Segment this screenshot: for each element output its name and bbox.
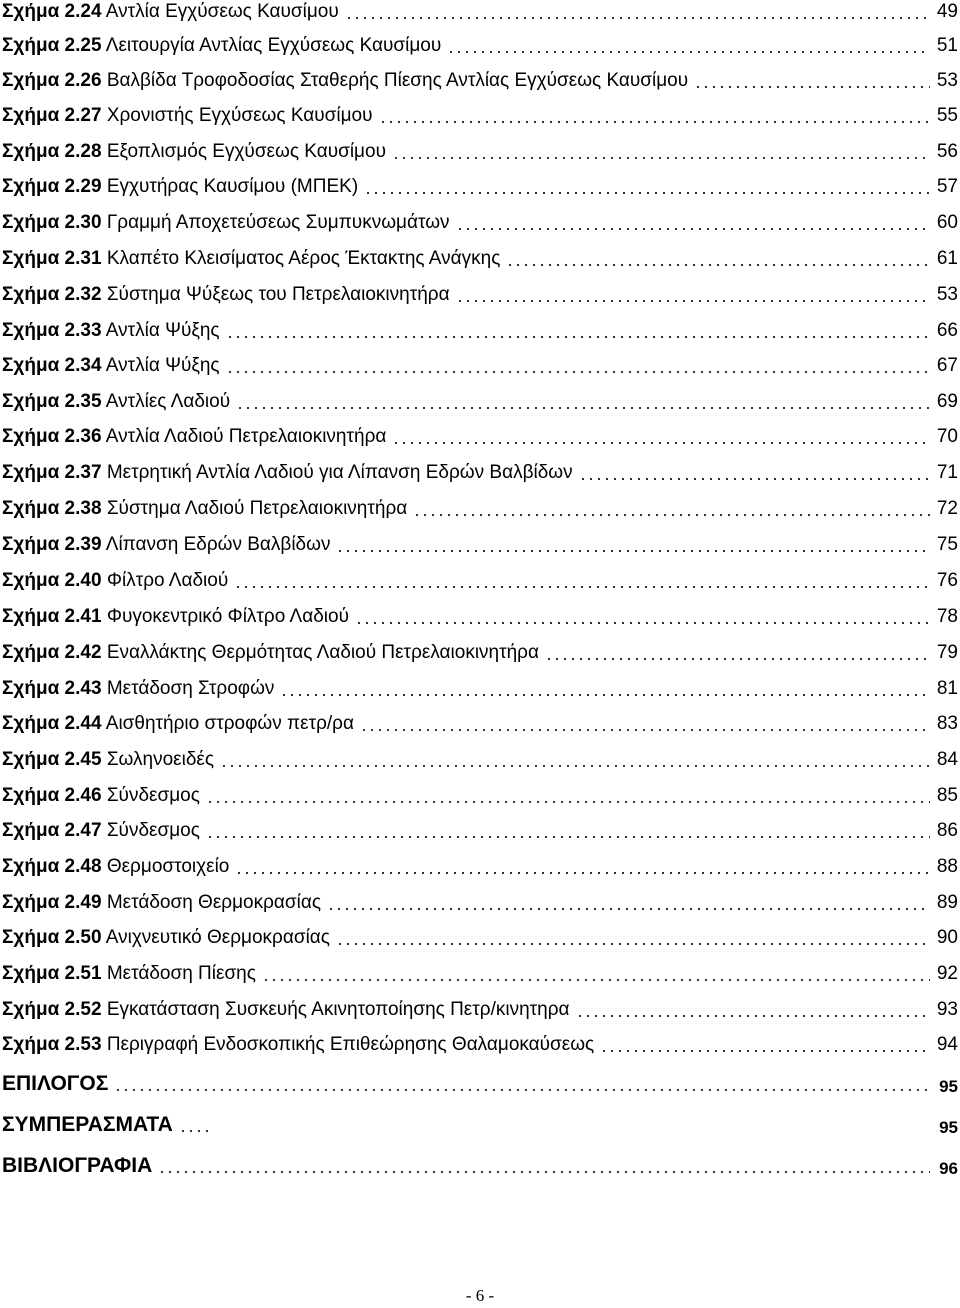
- figure-number: 2.45: [64, 749, 102, 770]
- dot-leader: [413, 514, 930, 516]
- figure-label: [2, 999, 576, 1021]
- figure-label: [2, 642, 545, 664]
- figure-prefix: Σχήμα: [2, 320, 60, 341]
- figure-title: Μετάδοση Θερμοκρασίας: [106, 892, 321, 913]
- figure-prefix: Σχήμα: [2, 462, 60, 483]
- figure-page: 61: [936, 248, 958, 269]
- figure-number: 2.25: [64, 35, 102, 56]
- section-entry: [2, 1069, 958, 1099]
- dot-leader: [206, 836, 930, 838]
- figure-label: [2, 785, 206, 807]
- figure-number: 2.33: [64, 320, 102, 341]
- figure-number: 2.29: [64, 176, 102, 197]
- figure-title: Αντλία Λαδιού Πετρελαιοκινητήρα: [105, 426, 387, 447]
- figure-entry: [2, 816, 958, 846]
- figure-title: Εξοπλισμός Εγχύσεως Καυσίμου: [106, 141, 386, 162]
- dot-leader: [280, 694, 930, 696]
- figure-label: [2, 105, 379, 127]
- dot-leader: [158, 1171, 930, 1173]
- figure-label: [2, 141, 392, 163]
- figure-page: 53: [936, 284, 958, 305]
- figure-page: 76: [936, 570, 958, 591]
- figure-entry: [2, 172, 958, 202]
- figure-title: Αντλία Ψύξης: [105, 355, 220, 376]
- figure-label: [2, 856, 235, 878]
- page-number-footer: - 6 -: [465, 1286, 495, 1305]
- figure-label: [2, 70, 694, 92]
- figure-prefix: Σχήμα: [2, 785, 60, 806]
- figure-prefix: Σχήμα: [2, 606, 60, 627]
- figure-page: 81: [936, 678, 958, 699]
- dot-leader: [220, 765, 930, 767]
- figure-entry: [2, 422, 958, 452]
- figure-number: 2.24: [64, 1, 102, 22]
- section-entry: [2, 1151, 958, 1181]
- figure-entry: [2, 280, 958, 310]
- figure-title: Χρονιστής Εγχύσεως Καυσίμου: [106, 105, 373, 126]
- figure-prefix: Σχήμα: [2, 212, 60, 233]
- figure-label: [2, 176, 364, 198]
- figure-page: 93: [936, 999, 958, 1020]
- figure-label: [2, 212, 456, 234]
- figure-number: 2.47: [64, 820, 102, 841]
- figure-label: [2, 713, 360, 735]
- dot-leader: [447, 51, 930, 53]
- figure-title: Αντλίες Λαδιού: [105, 391, 231, 412]
- figure-prefix: Σχήμα: [2, 105, 60, 126]
- figure-title: Εγχυτήρας Καυσίμου (ΜΠΕΚ): [106, 176, 359, 197]
- figure-number: 2.32: [64, 284, 102, 305]
- figure-page: 67: [936, 355, 958, 376]
- figure-prefix: Σχήμα: [2, 426, 60, 447]
- dot-leader: [379, 121, 931, 123]
- dot-leader: [226, 371, 930, 373]
- figure-entry: [2, 674, 958, 704]
- figure-label: [2, 678, 280, 700]
- figure-label: [2, 963, 262, 985]
- section-page: 96: [939, 1159, 958, 1178]
- figure-number: 2.26: [64, 70, 102, 91]
- figure-title: Φυγοκεντρικό Φίλτρο Λαδιού: [106, 606, 349, 627]
- figure-page: 72: [936, 498, 958, 519]
- dot-leader: [456, 228, 930, 230]
- figure-entry: [2, 494, 958, 524]
- figure-page: 92: [936, 963, 958, 984]
- figure-label: [2, 749, 220, 771]
- figure-title: Εναλλάκτης Θερμότητας Λαδιού Πετρελαιοκινητήρα: [106, 642, 539, 663]
- figure-entry: [2, 638, 958, 668]
- figure-number: 2.43: [64, 678, 102, 699]
- figure-entry: [2, 888, 958, 918]
- figure-page: 88: [936, 856, 958, 877]
- figure-prefix: Σχήμα: [2, 642, 60, 663]
- figure-entry: [2, 852, 958, 882]
- figure-title: Σύστημα Ψύξεως του Πετρελαιοκινητήρα: [106, 284, 450, 305]
- figure-title: Εγκατάσταση Συσκευής Ακινητοποίησης Πετρ/κινητηρα: [106, 999, 570, 1020]
- figure-title: Λίπανση Εδρών Βαλβίδων: [105, 534, 331, 555]
- dot-leader: [336, 943, 930, 945]
- figure-entry: [2, 781, 958, 811]
- figure-prefix: Σχήμα: [2, 141, 60, 162]
- dot-leader: [234, 586, 930, 588]
- figure-label: [2, 284, 456, 306]
- section-page: 95: [939, 1077, 958, 1096]
- dot-leader: [600, 1050, 930, 1052]
- figure-number: 2.49: [64, 892, 102, 913]
- figure-title: Αισθητήριο στροφών πετρ/ρα: [105, 713, 354, 734]
- figure-label: [2, 892, 327, 914]
- figure-number: 2.39: [64, 534, 102, 555]
- figure-entry: [2, 530, 958, 560]
- section-entry: [2, 1110, 958, 1140]
- figure-label: [2, 462, 579, 484]
- figure-page: 55: [936, 105, 958, 126]
- dot-leader: [345, 17, 930, 19]
- dot-leader: [545, 658, 930, 660]
- dot-leader: [336, 550, 930, 552]
- dot-leader: [114, 1089, 930, 1091]
- figure-number: 2.42: [64, 642, 102, 663]
- figure-page: 84: [936, 749, 958, 770]
- figure-page: 49: [936, 1, 958, 22]
- dot-leader: [179, 1130, 211, 1132]
- figure-entry: [2, 351, 958, 381]
- figure-prefix: Σχήμα: [2, 1034, 60, 1055]
- figure-page: 89: [936, 892, 958, 913]
- dot-leader: [235, 872, 930, 874]
- figure-prefix: Σχήμα: [2, 999, 60, 1020]
- figure-title: Ανιχνευτικό Θερμοκρασίας: [105, 927, 330, 948]
- figure-title: Λειτουργία Αντλίας Εγχύσεως Καυσίμου: [105, 35, 442, 56]
- figure-prefix: Σχήμα: [2, 892, 60, 913]
- figure-title: Σωληνοειδές: [106, 749, 215, 770]
- figure-prefix: Σχήμα: [2, 678, 60, 699]
- figure-entry: [2, 566, 958, 596]
- figure-label: [2, 498, 413, 520]
- figure-title: Θερμοστοιχείο: [106, 856, 230, 877]
- dot-leader: [262, 979, 930, 981]
- figure-entry: [2, 709, 958, 739]
- figure-entry: [2, 458, 958, 488]
- figure-title: Μετάδοση Πίεσης: [106, 963, 256, 984]
- figure-prefix: Σχήμα: [2, 856, 60, 877]
- figure-label: [2, 570, 234, 592]
- figure-page: 57: [936, 176, 958, 197]
- figure-prefix: Σχήμα: [2, 391, 60, 412]
- figure-page: 83: [936, 713, 958, 734]
- figure-entry: [2, 602, 958, 632]
- figure-prefix: Σχήμα: [2, 35, 60, 56]
- dot-leader: [579, 478, 930, 480]
- figure-number: 2.52: [64, 999, 102, 1020]
- section-title: ΕΠΙΛΟΓΟΣ: [2, 1072, 109, 1095]
- dot-leader: [236, 407, 930, 409]
- figure-number: 2.28: [64, 141, 102, 162]
- dot-leader: [206, 801, 930, 803]
- figure-title: Σύνδεσμος: [106, 785, 200, 806]
- figure-title: Κλαπέτο Κλεισίματος Αέρος Έκτακτης Ανάγκης: [106, 248, 501, 269]
- figure-title: Μετάδοση Στροφών: [106, 678, 275, 699]
- figure-prefix: Σχήμα: [2, 713, 60, 734]
- figure-title: Γραμμή Αποχετεύσεως Συμπυκνωμάτων: [106, 212, 450, 233]
- figure-title: Βαλβίδα Τροφοδοσίας Σταθερής Πίεσης Αντλίας Εγχύσεως Καυσίμου: [106, 70, 689, 91]
- dot-leader: [456, 300, 930, 302]
- figure-label: [2, 391, 236, 413]
- figure-title: Αντλία Ψύξης: [105, 320, 220, 341]
- figure-number: 2.44: [64, 713, 102, 734]
- figure-prefix: Σχήμα: [2, 248, 60, 269]
- figure-prefix: Σχήμα: [2, 749, 60, 770]
- figure-title: Σύνδεσμος: [106, 820, 200, 841]
- figure-page: 79: [936, 642, 958, 663]
- figure-prefix: Σχήμα: [2, 927, 60, 948]
- figure-page: 90: [936, 927, 958, 948]
- figure-prefix: Σχήμα: [2, 570, 60, 591]
- dot-leader: [327, 908, 930, 910]
- figure-page: 53: [936, 70, 958, 91]
- figure-number: 2.41: [64, 606, 102, 627]
- dot-leader: [694, 86, 930, 88]
- figure-number: 2.34: [64, 355, 102, 376]
- figure-title: Μετρητική Αντλία Λαδιού για Λίπανση Εδρών Βαλβίδων: [106, 462, 573, 483]
- figure-entry: [2, 137, 958, 167]
- figure-entry: [2, 66, 958, 96]
- dot-leader: [355, 622, 930, 624]
- dot-leader: [360, 729, 930, 731]
- section-title: ΣΥΜΠΕΡΑΣΜΑΤΑ: [2, 1113, 173, 1136]
- figure-entry: [2, 959, 958, 989]
- figure-number: 2.46: [64, 785, 102, 806]
- dot-leader: [506, 264, 930, 266]
- dot-leader: [392, 442, 930, 444]
- figure-title: Φίλτρο Λαδιού: [106, 570, 229, 591]
- figure-entry: [2, 923, 958, 953]
- figure-entry: [2, 1030, 958, 1060]
- dot-leader: [364, 192, 930, 194]
- figure-entry: [2, 31, 958, 61]
- figure-label: [2, 248, 506, 270]
- figure-prefix: Σχήμα: [2, 1, 60, 22]
- figure-prefix: Σχήμα: [2, 355, 60, 376]
- figure-number: 2.30: [64, 212, 102, 233]
- figure-number: 2.36: [64, 426, 102, 447]
- figure-page: 94: [936, 1034, 958, 1055]
- figure-number: 2.37: [64, 462, 102, 483]
- figure-label: [2, 1, 345, 23]
- figure-page: 51: [936, 35, 958, 56]
- figure-prefix: Σχήμα: [2, 70, 60, 91]
- figure-title: Αντλία Εγχύσεως Καυσίμου: [105, 1, 339, 22]
- figure-entry: [2, 745, 958, 775]
- figure-prefix: Σχήμα: [2, 498, 60, 519]
- figure-number: 2.48: [64, 856, 102, 877]
- figure-label: [2, 355, 226, 377]
- figure-label: [2, 820, 206, 842]
- figure-label: [2, 320, 226, 342]
- figure-entry: [2, 101, 958, 131]
- figure-label: [2, 534, 336, 556]
- figure-page: 85: [936, 785, 958, 806]
- dot-leader: [392, 157, 930, 159]
- figure-number: 2.40: [64, 570, 102, 591]
- figure-entry: [2, 316, 958, 346]
- figure-label: [2, 606, 355, 628]
- figure-title: Σύστημα Λαδιού Πετρελαιοκινητήρα: [106, 498, 408, 519]
- figure-number: 2.51: [64, 963, 102, 984]
- figure-number: 2.31: [64, 248, 102, 269]
- figure-entry: [2, 244, 958, 274]
- figure-page: 86: [936, 820, 958, 841]
- figure-prefix: Σχήμα: [2, 534, 60, 555]
- figure-page: 69: [936, 391, 958, 412]
- figure-prefix: Σχήμα: [2, 820, 60, 841]
- figure-label: [2, 426, 392, 448]
- figure-page: 56: [936, 141, 958, 162]
- figure-label: [2, 35, 447, 57]
- section-title: ΒΙΒΛΙΟΓΡΑΦΙΑ: [2, 1154, 153, 1177]
- dot-leader: [576, 1015, 930, 1017]
- figure-page: 71: [936, 462, 958, 483]
- figure-number: 2.50: [64, 927, 102, 948]
- figure-entry: [2, 0, 958, 27]
- figure-prefix: Σχήμα: [2, 176, 60, 197]
- figure-prefix: Σχήμα: [2, 963, 60, 984]
- figure-number: 2.53: [64, 1034, 102, 1055]
- figure-entry: [2, 208, 958, 238]
- figure-number: 2.38: [64, 498, 102, 519]
- figure-number: 2.27: [64, 105, 102, 126]
- figure-label: [2, 1034, 600, 1056]
- figure-page: 70: [936, 426, 958, 447]
- figure-page: 78: [936, 606, 958, 627]
- dot-leader: [226, 336, 930, 338]
- figure-number: 2.35: [64, 391, 102, 412]
- figure-entry: [2, 995, 958, 1025]
- figure-page: 66: [936, 320, 958, 341]
- figure-entry: [2, 387, 958, 417]
- figure-title: Περιγραφή Ενδοσκοπικής Επιθεώρησης Θαλαμοκαύσεως: [106, 1034, 595, 1055]
- figure-page: 60: [936, 212, 958, 233]
- figure-prefix: Σχήμα: [2, 284, 60, 305]
- section-page: 95: [939, 1118, 958, 1137]
- figure-page: 75: [936, 534, 958, 555]
- figure-label: [2, 927, 336, 949]
